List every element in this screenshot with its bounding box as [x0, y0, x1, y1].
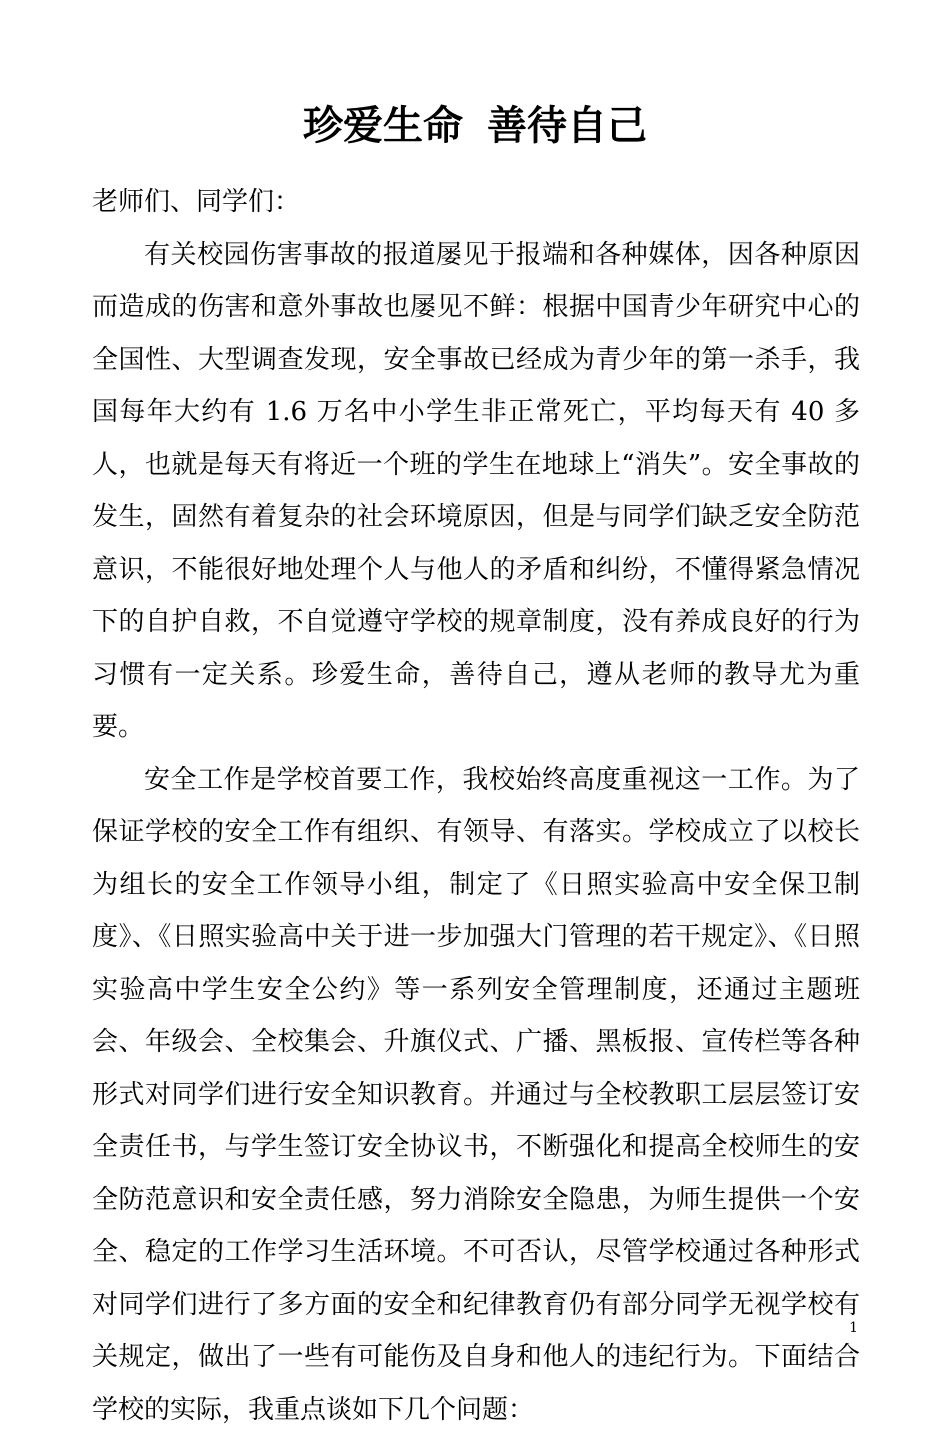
document-title: 珍爱生命 善待自己	[0, 98, 950, 154]
page-number: 1	[849, 1318, 858, 1338]
paragraph-1: 有关校园伤害事故的报道屡见于报端和各种媒体，因各种原因而造成的伤害和意外事故也屡见不鲜：根据中国青少年研究中心的全国性、大型调查发现，安全事故已经成为青少年的第一杀手，我国每年大约有 1.6 万名中小学生非正常死亡，平均每天有 40 多人，也就是每天有将近一个班的学生在地球上“消失”。安全事故的发生，固然有着复杂的社会环境原因，但是与同学们缺乏安全防范意识，不能很好地处理个人与他人的矛盾和纠纷，不懂得紧急情况下的自护自救，不自觉遵守学校的规章制度，没有养成良好的行为习惯有一定关系。珍爱生命，善待自己，遵从老师的教导尤为重要。	[92, 229, 860, 754]
salutation: 老师们、同学们：	[92, 176, 860, 229]
document-body	[92, 176, 860, 1436]
paragraph-2: 安全工作是学校首要工作，我校始终高度重视这一工作。为了保证学校的安全工作有组织、有领导、有落实。学校成立了以校长为组长的安全工作领导小组，制定了《日照实验高中安全保卫制度》、《日照实验高中关于进一步加强大门管理的若干规定》、《日照实验高中学生安全公约》等一系列安全管理制度，还通过主题班会、年级会、全校集会、升旗仪式、广播、黑板报、宣传栏等各种形式对同学们进行安全知识教育。并通过与全校教职工层层签订安全责任书，与学生签订安全协议书，不断强化和提高全校师生的安全防范意识和安全责任感，努力消除安全隐患，为师生提供一个安全、稳定的工作学习生活环境。不可否认，尽管学校通过各种形式对同学们进行了多方面的安全和纪律教育仍有部分同学无视学校有关规定，做出了一些有可能伤及自身和他人的违纪行为。下面结合学校的实际，我重点谈如下几个问题：	[92, 754, 860, 1436]
